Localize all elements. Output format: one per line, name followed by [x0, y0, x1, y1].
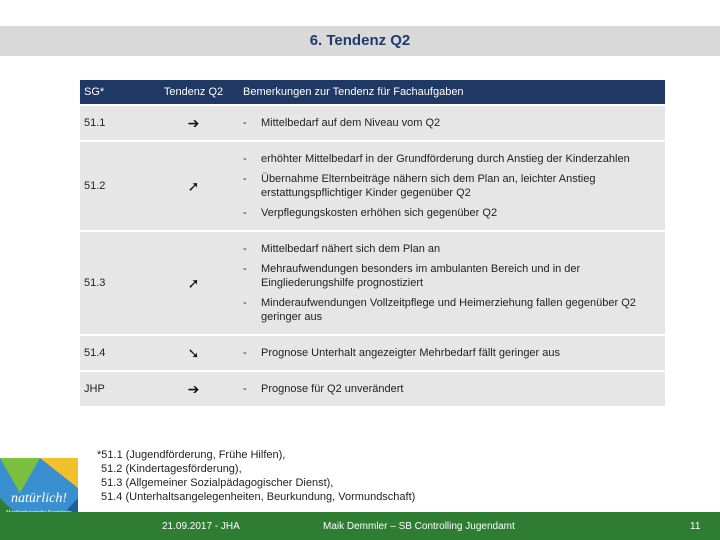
page-title: 6. Tendenz Q2: [309, 32, 411, 49]
svg-text:natürlich!: natürlich!: [11, 491, 67, 506]
footnote-line: *51.1 (Jugendförderung, Frühe Hilfen),: [97, 449, 286, 461]
remark-item: - Minderaufwendungen Vollzeitpflege und Heimerziehung fallen gegenüber Q2 geringer aus: [243, 297, 636, 323]
column-header-remarks: Bemerkungen zur Tendenz für Fachaufgaben: [239, 80, 665, 104]
footer-bar: [0, 512, 720, 540]
arrow-up-right-icon: ➚: [148, 232, 239, 334]
footnote-line: 51.2 (Kindertagesförderung),: [101, 463, 242, 475]
arrow-right-icon: ➔: [148, 372, 239, 406]
arrow-up-right-icon: ➚: [148, 142, 239, 230]
remarks-cell: [239, 232, 665, 334]
table-row: [80, 232, 665, 334]
sg-cell: JHP: [80, 372, 148, 406]
sg-cell: 51.1: [80, 106, 148, 140]
footnote-line: 51.3 (Allgemeiner Sozialpädagogischer Dienst),: [101, 477, 334, 489]
tendency-table: [80, 78, 665, 408]
remarks-cell: [239, 106, 665, 140]
page-number: 11: [690, 521, 701, 532]
table-row: [80, 336, 665, 370]
remark-item: - Mehraufwendungen besonders im ambulanten Bereich und in der Eingliederungshilfe prognostiziert: [243, 263, 581, 289]
remark-item: - Prognose Unterhalt angezeigter Mehrbedarf fällt geringer aus: [243, 347, 561, 359]
sg-cell: 51.3: [80, 232, 148, 334]
column-header-tendency: Tendenz Q2: [148, 80, 239, 104]
remarks-cell: [239, 336, 665, 370]
footer-author: Maik Demmler – SB Controlling Jugendamt: [323, 521, 515, 532]
column-header-sg: SG*: [80, 80, 148, 104]
footnote-line: 51.4 (Unterhaltsangelegenheiten, Beurkundung, Vormundschaft): [101, 491, 416, 503]
footnote: [97, 448, 415, 504]
table-row: [80, 142, 665, 230]
sg-cell: 51.4: [80, 336, 148, 370]
title-bar: [0, 26, 720, 56]
arrow-right-icon: ➔: [148, 106, 239, 140]
remarks-cell: [239, 142, 665, 230]
remark-item: - Verpflegungskosten erhöhen sich gegenüber Q2: [243, 207, 498, 219]
remark-item: - Prognose für Q2 unverändert: [243, 383, 404, 395]
remark-item: - Mittelbedarf nähert sich dem Plan an: [243, 243, 441, 255]
table-row: [80, 106, 665, 140]
table-row: [80, 372, 665, 406]
sg-cell: 51.2: [80, 142, 148, 230]
remarks-cell: [239, 372, 665, 406]
remark-item: - Übernahme Elternbeiträge nähern sich dem Plan an, leichter Anstieg erstattungspflichtiger Kinder gegenüber Q2: [243, 173, 596, 199]
arrow-down-right-icon: ➘: [148, 336, 239, 370]
footer-date: 21.09.2017 - JHA: [162, 521, 240, 532]
remark-item: - Mittelbedarf auf dem Niveau vom Q2: [243, 117, 441, 129]
remark-item: - erhöhter Mittelbedarf in der Grundförderung durch Anstieg der Kinderzahlen: [243, 153, 630, 165]
table-header-row: [80, 80, 665, 104]
